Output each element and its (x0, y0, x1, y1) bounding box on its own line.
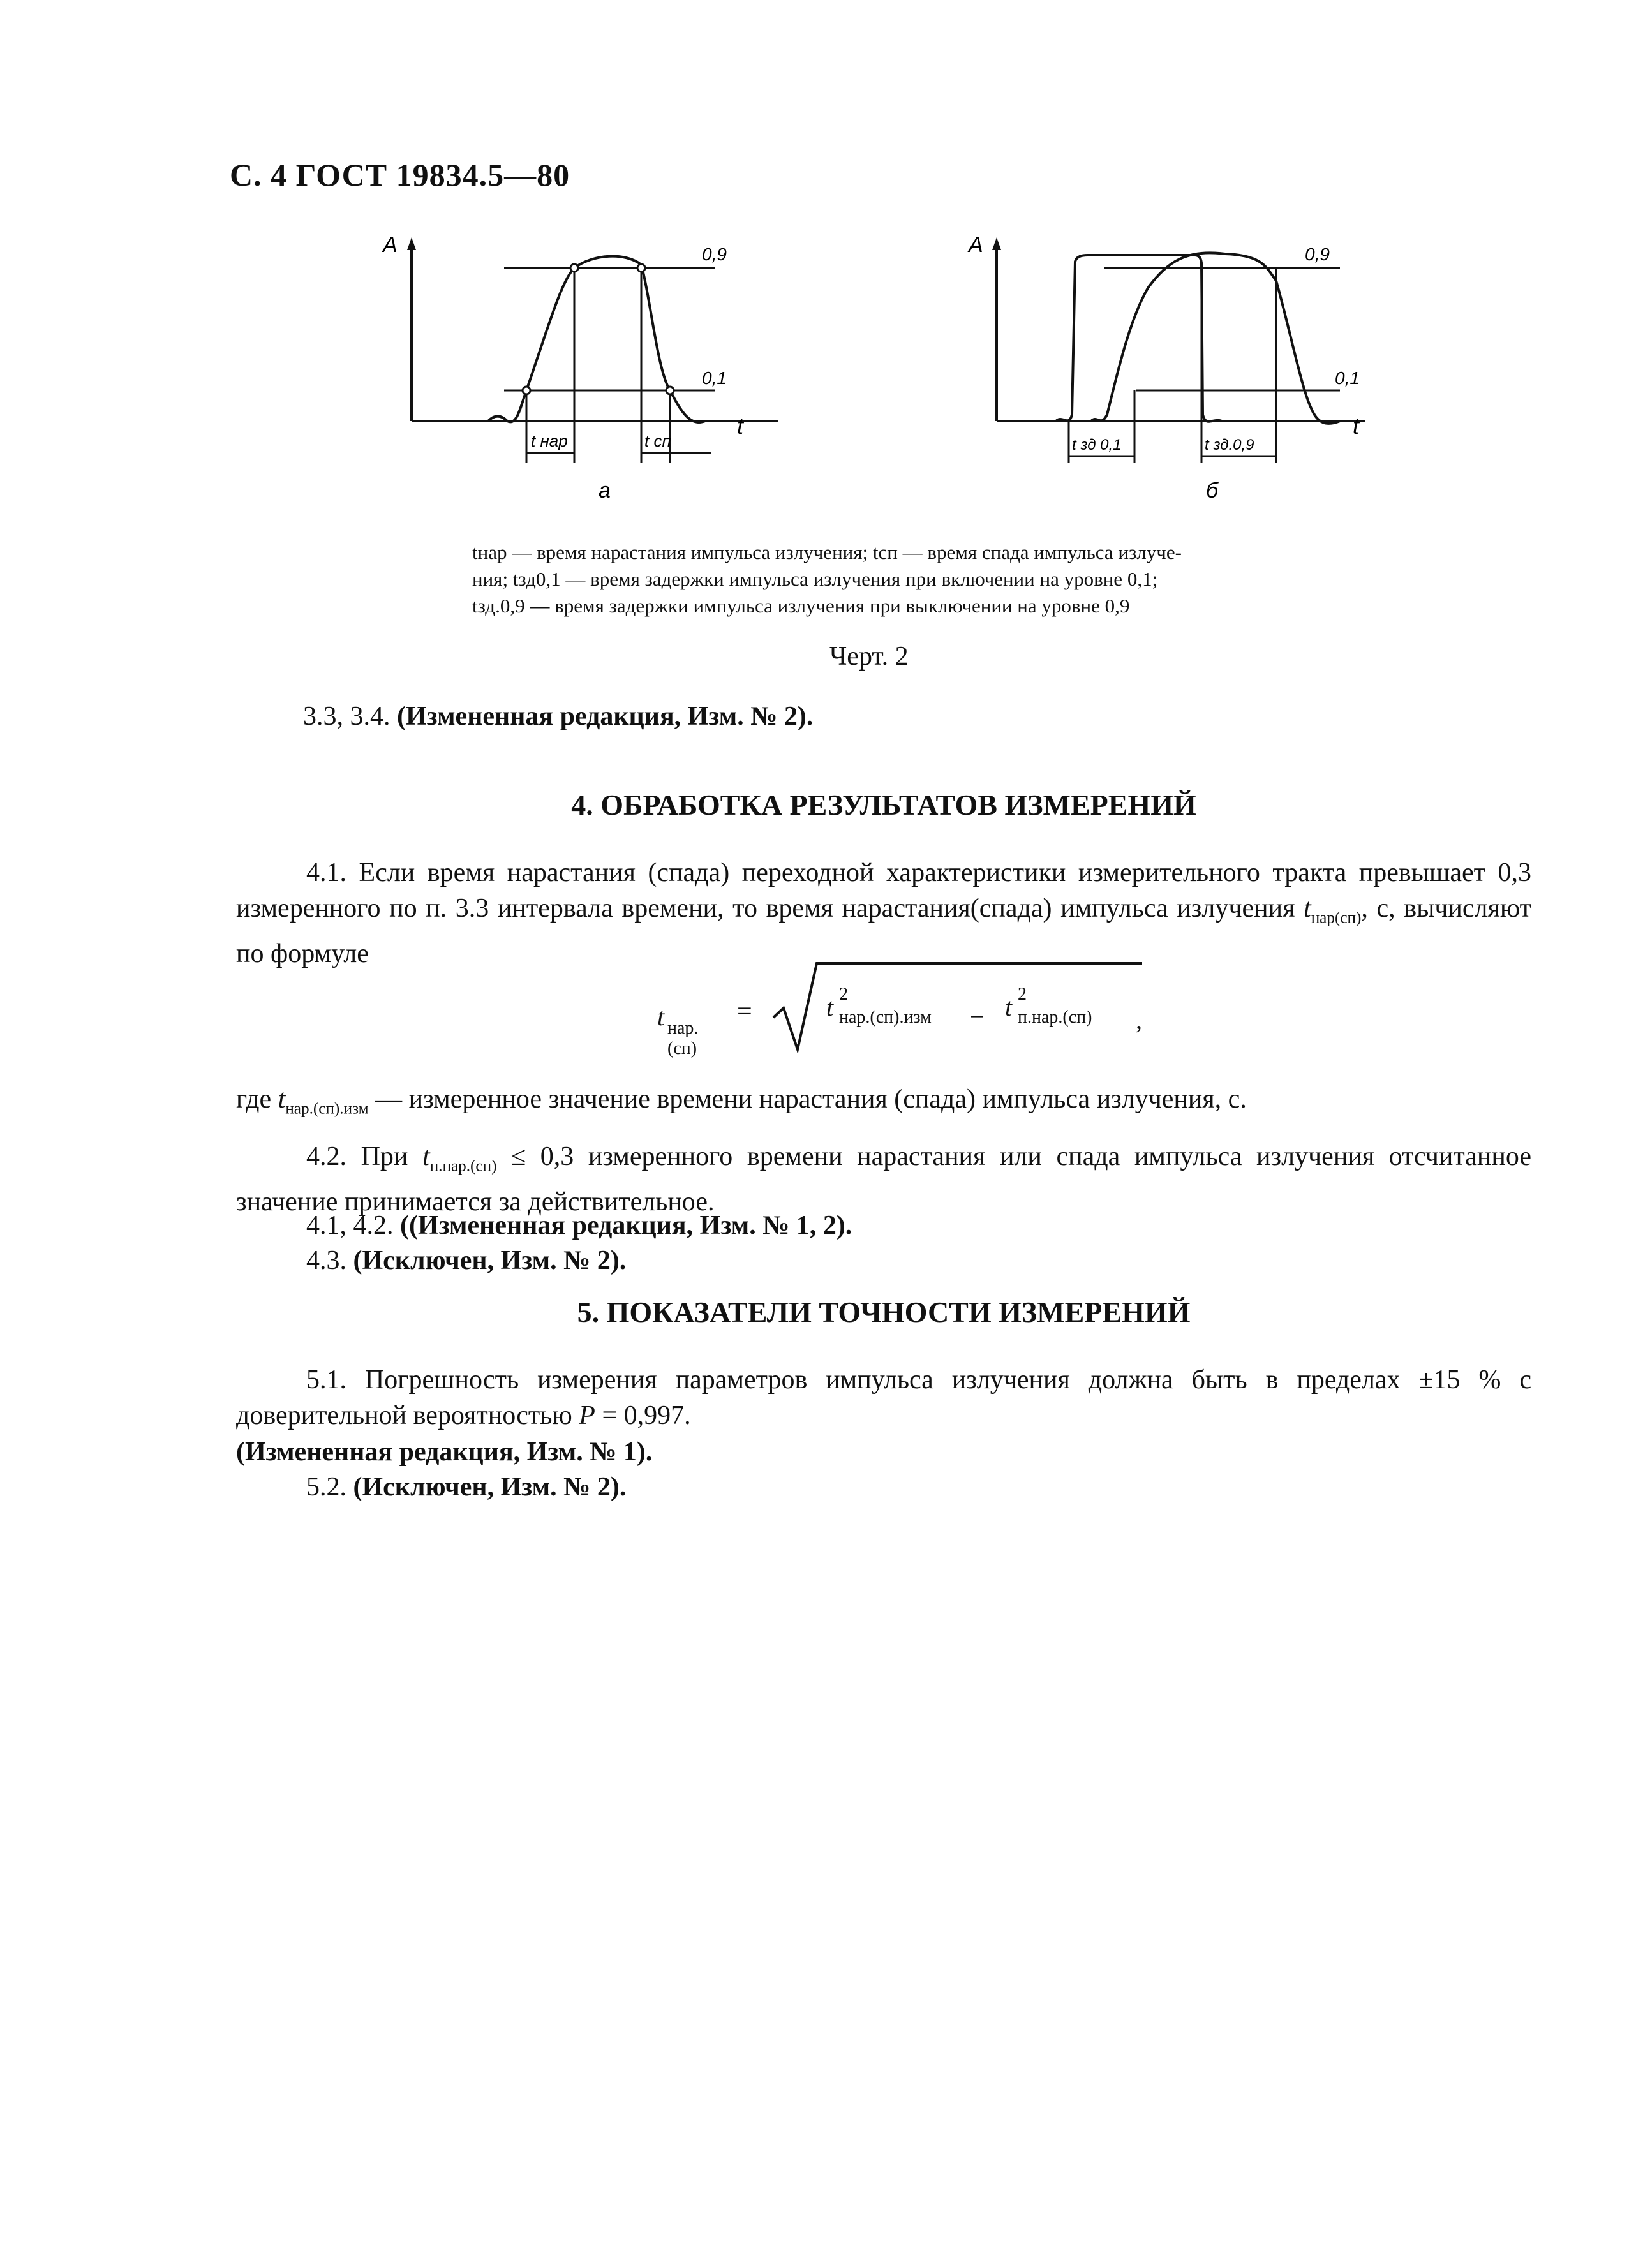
formula-comma: , (1136, 1005, 1142, 1034)
formula-lhs: t нар.(сп) (657, 1002, 699, 1058)
p41-sym-sub: нар(сп) (1311, 909, 1362, 927)
section-5-title: 5. ПОКАЗАТЕЛИ ТОЧНОСТИ ИЗМЕРЕНИЙ (577, 1296, 1191, 1328)
formula-t1: t 2 нар.(сп).изм (826, 984, 932, 1027)
fig-a-sublabel: а (599, 478, 611, 503)
note-41: 4.1, 4.2. ((Измененная редакция, Изм. № 1, 2). (306, 1211, 852, 1240)
note-33 (303, 699, 813, 734)
step-input-curve (997, 255, 1359, 422)
note-51: (Измененная редакция, Изм. № 1). (236, 1437, 653, 1467)
figure-b (944, 223, 1404, 510)
legend-line-1: tнар — время нарастания импульса излучения; tсп — время спада импульса излуче- (472, 541, 1182, 563)
fig-a-level-low: 0,1 (702, 368, 727, 388)
response-curve (1091, 253, 1340, 424)
note-33-bold: (Измененная редакция, Изм. № 2). (397, 702, 814, 731)
p41-sym: t (1304, 894, 1311, 923)
fig-a-axis-x: t (737, 413, 744, 439)
p41-tail: , с, вычисляют по формуле (236, 894, 1532, 969)
note-43: 4.3. (Исключен, Изм. № 2). (306, 1246, 627, 1275)
fig-b-level-low: 0,1 (1335, 368, 1360, 388)
fig-b-axis-y: А (969, 233, 983, 257)
fig-b-level-high: 0,9 (1305, 244, 1330, 264)
note-33-prefix: 3.3, 3.4. (303, 702, 397, 731)
paragraph-4-1 (236, 855, 1531, 972)
page-header: С. 4 ГОСТ 19834.5—80 (230, 157, 570, 193)
fig-a-level-high: 0,9 (702, 244, 727, 264)
fig-a-rise-label: t нар (531, 431, 568, 450)
formula-eq: = (737, 997, 752, 1027)
formula (657, 957, 1168, 1058)
fig-b-axis-x: t (1353, 413, 1360, 439)
section-4-title: 4. ОБРАБОТКА РЕЗУЛЬТАТОВ ИЗМЕРЕНИЙ (571, 789, 1196, 821)
formula-minus: − (970, 1002, 985, 1031)
where-line: где $t_{нар.(сп).изм}$ — измеренное значение времени нарастания (спада) импульса излучения, с. (236, 1085, 1247, 1118)
paragraph-4-2: 4.2. При $t_{п.нар.(сп)} \le 0,3$ измеренного времени нарастания или спада импульса излучения отсчитанное значение принимается за действительное. (236, 1142, 1532, 1217)
figure-a (357, 223, 817, 510)
p41-text: 4.1. Если время нарастания (спада) переходной характеристики измерительного тракта превышает 0,3 измеренного по п. 3.3 интервала времени, то время нарастания(спада) импульса излучения (236, 858, 1531, 923)
fig-b-delay-on-label: t зд 0,1 (1072, 436, 1122, 454)
formula-t2: t 2 п.нар.(сп) (1005, 984, 1092, 1027)
legend-line-3: tзд.0,9 — время задержки импульса излучения при выключении на уровне 0,9 (472, 595, 1130, 617)
figure-caption: Черт. 2 (829, 642, 909, 671)
legend-line-2: ния; tзд0,1 — время задержки импульса излучения при включении на уровне 0,1; (472, 568, 1158, 590)
fig-b-sublabel: б (1206, 478, 1219, 503)
fig-a-fall-label: t сп (644, 431, 671, 450)
note-52: 5.2. (Исключен, Изм. № 2). (306, 1472, 627, 1502)
fig-b-delay-off-label: t зд.0,9 (1205, 436, 1254, 454)
paragraph-5-1: 5.1. Погрешность измерения параметров импульса излучения должна быть в пределах ±15 % с доверительной вероятностью P = 0,997. (236, 1365, 1531, 1430)
pulse-curve (412, 256, 740, 422)
fig-a-axis-y: А (383, 233, 398, 257)
